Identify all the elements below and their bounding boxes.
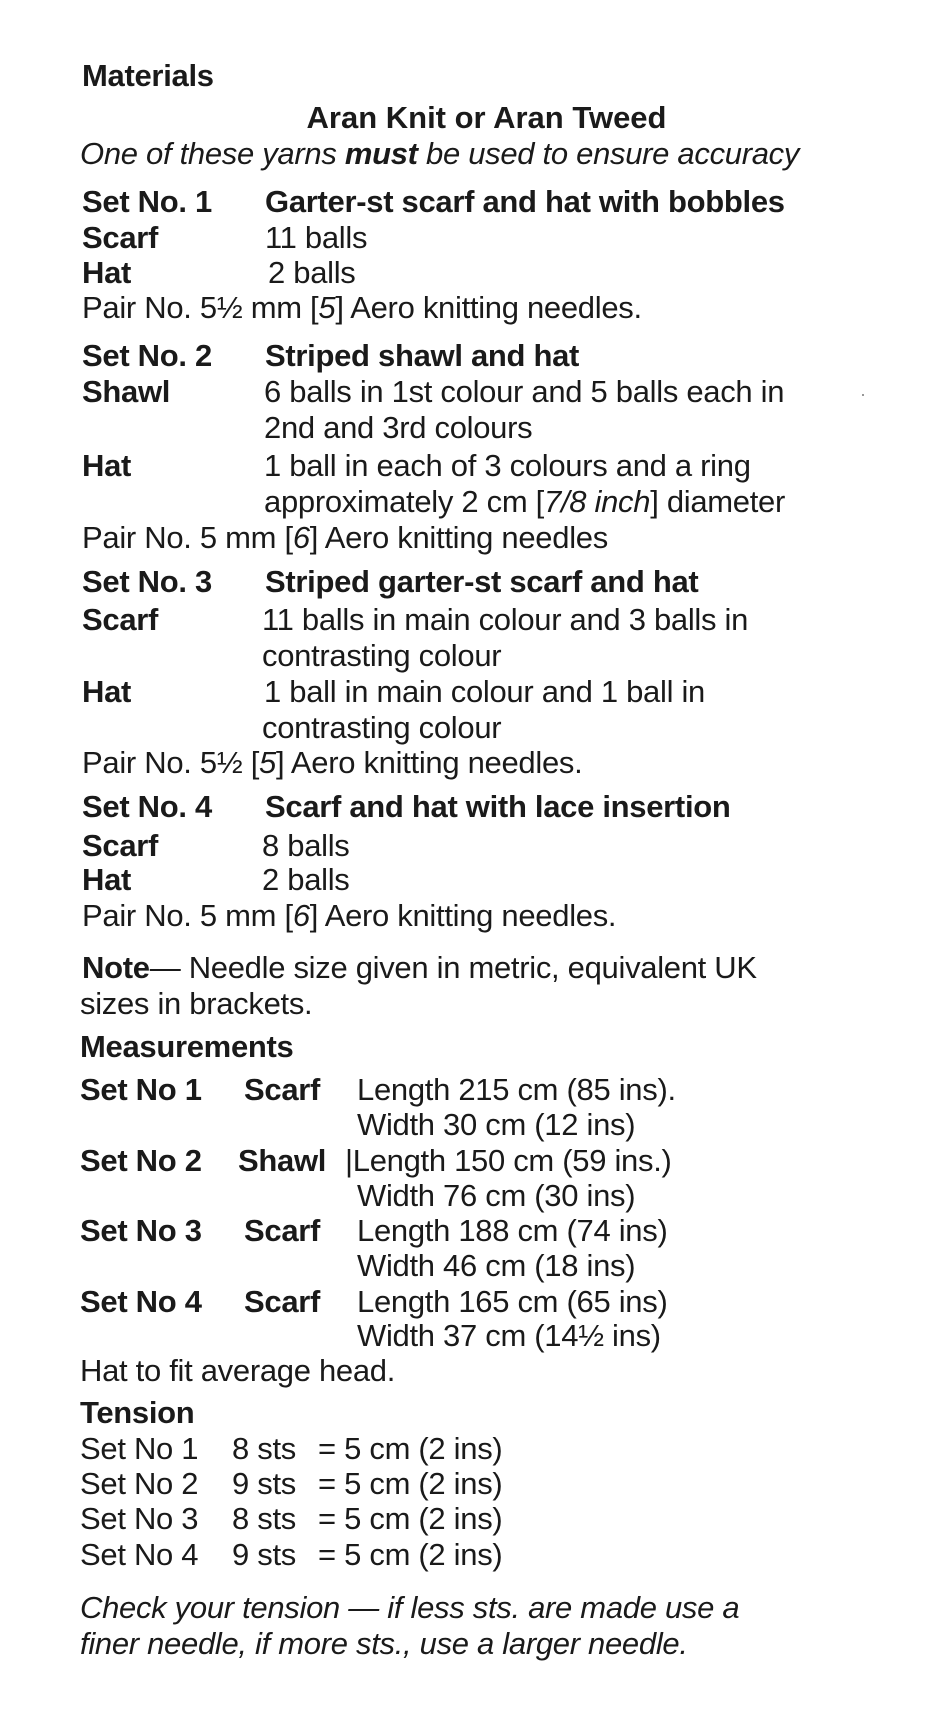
tension-row: Set No 4 9 sts = 5 cm (2 ins) xyxy=(80,1537,503,1572)
set-2-hat: Hat 1 ball in each of 3 colours and a ring xyxy=(82,448,751,483)
tension-check-line-2: finer needle, if more sts., use a larger needle. xyxy=(80,1626,688,1661)
set-2-shawl: Shawl 6 balls in 1st colour and 5 balls each in xyxy=(82,374,785,409)
set-3-hat: Hat 1 ball in main colour and 1 ball in xyxy=(82,674,705,709)
measure-row-width: Width 30 cm (12 ins) xyxy=(357,1107,636,1142)
set-3-hat-cont: contrasting colour xyxy=(262,710,502,745)
set-1-heading xyxy=(0,184,937,220)
set-1-hat: Hat 2 balls xyxy=(82,255,356,290)
tension-row: Set No 1 8 sts = 5 cm (2 ins) xyxy=(80,1431,503,1466)
set-2-hat-cont: approximately 2 cm [7/8 inch] diameter xyxy=(264,484,786,519)
set-3-scarf: Scarf 11 balls in main colour and 3 balls in xyxy=(82,602,749,637)
measure-row: Set No 2 Shawl |Length 150 cm (59 ins.) xyxy=(80,1143,672,1178)
yarn-title: Aran Knit or Aran Tweed xyxy=(306,100,667,135)
hat-fit-note: Hat to fit average head. xyxy=(80,1353,396,1388)
set-title: Garter-st scarf and hat with bobbles xyxy=(265,184,785,219)
set-3-heading: Set No. 3 Striped garter-st scarf and hat xyxy=(82,564,699,599)
set-4-heading: Set No. 4 Scarf and hat with lace insertion xyxy=(82,789,731,824)
measure-row-width: Width 46 cm (18 ins) xyxy=(357,1248,636,1283)
set-4-needles: Pair No. 5 mm [6] Aero knitting needles. xyxy=(82,898,617,933)
measure-row: Set No 3 Scarf Length 188 cm (74 ins) xyxy=(80,1213,668,1248)
set-1-needles: Pair No. 5½ mm [5] Aero knitting needles. xyxy=(82,290,642,325)
yarn-note: One of these yarns must be used to ensure accuracy xyxy=(80,136,800,171)
tension-row: Set No 3 8 sts = 5 cm (2 ins) xyxy=(80,1501,503,1536)
tension-row: Set No 2 9 sts = 5 cm (2 ins) xyxy=(80,1466,503,1501)
measure-row-width: Width 76 cm (30 ins) xyxy=(357,1178,636,1213)
note-line-2: sizes in brackets. xyxy=(80,986,313,1021)
set-2-shawl-cont: 2nd and 3rd colours xyxy=(264,410,533,445)
set-3-scarf-cont: contrasting colour xyxy=(262,638,502,673)
measure-row-width: Width 37 cm (14½ ins) xyxy=(357,1318,661,1353)
note-line: Note— Needle size given in metric, equivalent UK xyxy=(82,950,757,985)
measure-row: Set No 1 Scarf Length 215 cm (85 ins). xyxy=(80,1072,676,1107)
set-3-needles: Pair No. 5½ [5] Aero knitting needles. xyxy=(82,745,583,780)
set-1-scarf: Scarf 11 balls xyxy=(82,220,368,255)
tension-check-line-1: Check your tension — if less sts. are made use a xyxy=(80,1590,740,1625)
measure-row: Set No 4 Scarf Length 165 cm (65 ins) xyxy=(80,1284,668,1319)
set-label: Set No. 1 xyxy=(82,184,212,219)
set-2-needles: Pair No. 5 mm [6] Aero knitting needles xyxy=(82,520,608,555)
stray-dot xyxy=(862,394,864,396)
measurements-heading: Measurements xyxy=(80,1029,294,1064)
tension-heading: Tension xyxy=(80,1395,195,1430)
set-2-heading: Set No. 2 Striped shawl and hat xyxy=(82,338,580,373)
set-4-scarf: Scarf 8 balls xyxy=(82,828,350,863)
materials-heading: Materials xyxy=(82,58,214,93)
set-4-hat: Hat 2 balls xyxy=(82,862,350,897)
